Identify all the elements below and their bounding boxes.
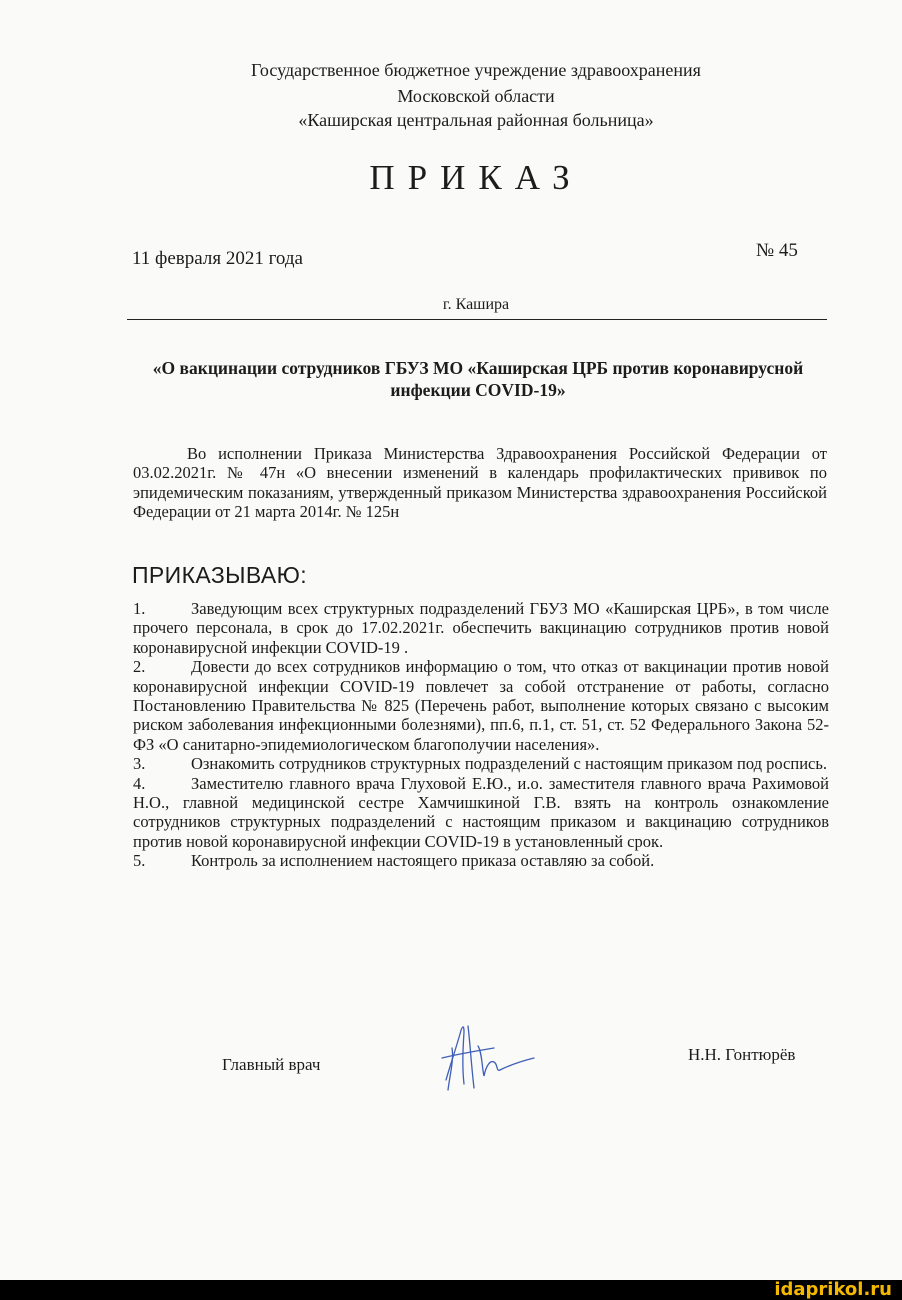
signature-image — [438, 1018, 548, 1096]
order-item — [133, 851, 829, 870]
order-item — [133, 657, 829, 754]
order-item — [133, 774, 829, 852]
watermark-logo: idaprikol.ru — [774, 1279, 892, 1300]
preamble: Во исполнении Приказа Министерства Здравоохранения Российской Федерации от 03.02.2021г. № 47н «О внесении изменений в календарь профилактических прививок по эпидемическим показаниям, утвержденный приказом Министерства здравоохранения Российской Федерации от 21 марта 2014г. № 125н — [133, 444, 827, 522]
order-item-number: 1. — [133, 599, 146, 618]
order-item-number: 2. — [133, 657, 146, 677]
order-item-text: Заведующим всех структурных подразделений ГБУЗ МО «Каширская ЦРБ», в том числе прочего персонала, в срок до 17.02.2021г. обеспечить вакцинацию сотрудников против новой коронавирусной инфекции COVID-19 . — [133, 599, 829, 657]
order-items — [133, 599, 829, 871]
order-city: г. Кашира — [442, 296, 510, 313]
order-item-number: 4. — [133, 773, 146, 793]
institution-line-2: Московской области — [397, 86, 555, 106]
order-date: 11 февраля 2021 года — [132, 248, 303, 269]
order-item-text: Довести до всех сотрудников информацию о том, что отказ от вакцинации против новой коронавирусной инфекции COVID-19 повлечет за собой отстранение от работы, согласно Постановлению Правительства № 825 (Перечень работ, выполнение которых связано с высоким риском заболевания инфекционными болезнями), пп.6, п.1, ст. 51, ст. 52 Федерального Закона 52-ФЗ «О санитарно-эпидемиологическом благополучии населения». — [133, 657, 829, 754]
signer-position: Главный врач — [222, 1055, 321, 1074]
order-number: № 45 — [756, 240, 798, 261]
order-item-number: 3. — [133, 754, 146, 774]
order-item — [133, 754, 829, 773]
watermark-bar — [0, 1280, 902, 1300]
signer-name: Н.Н. Гонтюрёв — [688, 1045, 796, 1064]
document-title: ПРИКАЗ — [369, 158, 583, 197]
institution-line-3: «Каширская центральная районная больница» — [298, 110, 654, 130]
order-item — [133, 599, 829, 657]
order-item-number: 5. — [133, 851, 146, 871]
order-subject-line-1: «О вакцинации сотрудников ГБУЗ МО «Каширская ЦРБ против коронавирусной — [152, 358, 804, 378]
order-directive: ПРИКАЗЫВАЮ: — [132, 562, 308, 588]
order-subject — [128, 357, 828, 401]
order-item-text: Заместителю главного врача Глуховой Е.Ю., и.о. заместителя главного врача Рахимовой Н.О., главной медицинской сестре Хамчишкиной Г.В. взять на контроль ознакомление сотрудников структурных подразделений с настоящим приказом и вакцинацию сотрудников против новой коронавирусной инфекции COVID-19 в установленный срок. — [133, 773, 829, 851]
institution-line-1: Государственное бюджетное учреждение здравоохранения — [251, 60, 701, 80]
header-divider — [127, 319, 827, 320]
order-item-text: Контроль за исполнением настоящего приказа оставляю за собой. — [191, 851, 655, 871]
order-subject-line-2: инфекции COVID-19» — [390, 380, 566, 400]
order-item-text: Ознакомить сотрудников структурных подразделений с настоящим приказом под роспись. — [191, 754, 827, 774]
